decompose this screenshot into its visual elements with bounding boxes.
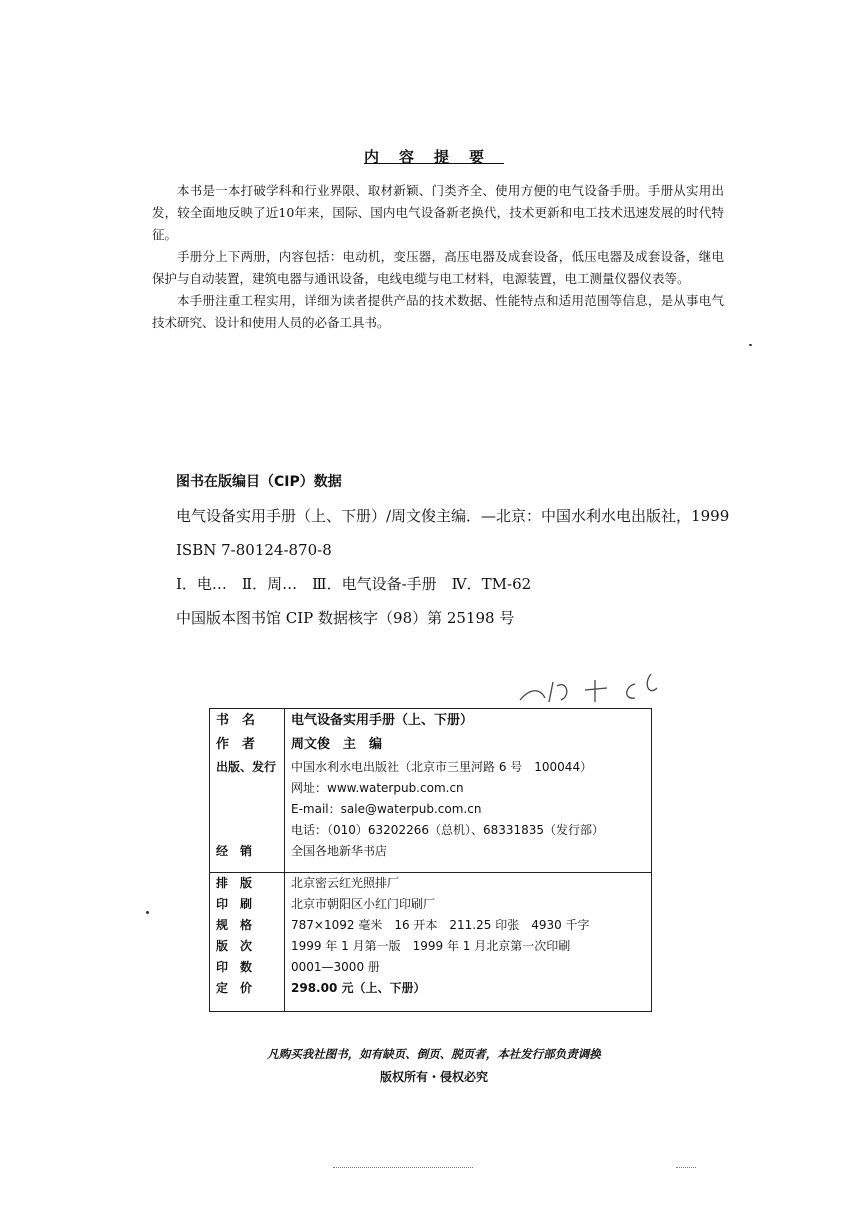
label-publisher: 出版、发行 — [210, 757, 285, 778]
cip-heading: 图书在版编目（CIP）数据 — [176, 474, 342, 490]
abstract-title: 内容提要 — [363, 148, 504, 166]
scan-artifact-line — [676, 1167, 696, 1168]
label-edition: 版 次 — [210, 936, 285, 957]
abstract-body — [152, 180, 724, 334]
scan-speck — [749, 344, 752, 346]
cip-classification: Ⅰ．电… Ⅱ．周… Ⅲ．电气设备-手册 Ⅳ．TM-62 — [176, 575, 532, 593]
label-distributor: 经 销 — [210, 841, 285, 862]
colophon-table — [209, 708, 652, 1012]
value-website: 网址：www.waterpub.com.cn — [291, 781, 464, 795]
value-specs: 787×1092 毫米 16 开本 211.25 印张 4930 千字 — [291, 918, 590, 932]
scan-speck — [146, 911, 149, 914]
value-phone: 电话：（010）63202266（总机）、68331835（发行部） — [291, 823, 605, 837]
label-author: 作 者 — [210, 733, 285, 757]
label-book-name: 书 名 — [210, 709, 285, 734]
label-printing: 印 刷 — [210, 894, 285, 915]
replacement-notice: 凡购买我社图书，如有缺页、倒页、脱页者，本社发行部负责调换 — [267, 1047, 601, 1061]
value-book-name: 电气设备实用手册（上、下册） — [291, 713, 474, 728]
value-price: 298.00 元（上、下册） — [291, 981, 426, 995]
handwritten-mark — [515, 668, 665, 708]
cip-record — [176, 503, 736, 631]
value-distributor: 全国各地新华书店 — [291, 844, 388, 858]
label-specs: 规 格 — [210, 915, 285, 936]
value-publisher: 中国水利水电出版社（北京市三里河路 6 号 100044） — [291, 760, 593, 774]
value-email: E-mail：sale@waterpub.com.cn — [291, 802, 482, 816]
copyright-notice: 版权所有・侵权必究 — [379, 1070, 488, 1084]
label-price: 定 价 — [210, 978, 285, 999]
cip-isbn: ISBN 7-80124-870-8 — [176, 541, 332, 559]
abstract-paragraph: 本手册注重工程实用，详细为读者提供产品的技术数据、性能特点和适用范围等信息，是从事电气技术研究、设计和使用人员的必备工具书。 — [152, 293, 724, 330]
value-print-run: 0001—3000 册 — [291, 960, 380, 974]
label-typesetting: 排 版 — [210, 873, 285, 895]
scan-artifact-line — [333, 1167, 473, 1168]
value-author: 周文俊 主 编 — [291, 737, 383, 752]
label-print-run: 印 数 — [210, 957, 285, 978]
abstract-paragraph: 手册分上下两册，内容包括：电动机，变压器，高压电器及成套设备，低压电器及成套设备，继电保护与自动装置，建筑电器与通讯设备，电线电缆与电工材料，电源装置，电工测量仪器仪表等。 — [152, 249, 724, 286]
value-edition: 1999 年 1 月第一版 1999 年 1 月北京第一次印刷 — [291, 939, 571, 953]
abstract-paragraph: 本书是一本打破学科和行业界限、取材新颖、门类齐全、使用方便的电气设备手册。手册从实用出发，较全面地反映了近10年来，国际、国内电气设备新老换代，技术更新和电工技术迅速发展的时代特征。 — [152, 183, 724, 242]
cip-data-record: 中国版本图书馆 CIP 数据核字（98）第 25198 号 — [176, 609, 515, 627]
value-printing: 北京市朝阳区小红门印刷厂 — [291, 897, 436, 911]
cip-entry: 电气设备实用手册（上、下册）/周文俊主编．—北京：中国水利水电出版社，1999 — [176, 507, 730, 525]
value-typesetting: 北京密云红光照排厂 — [285, 873, 652, 895]
